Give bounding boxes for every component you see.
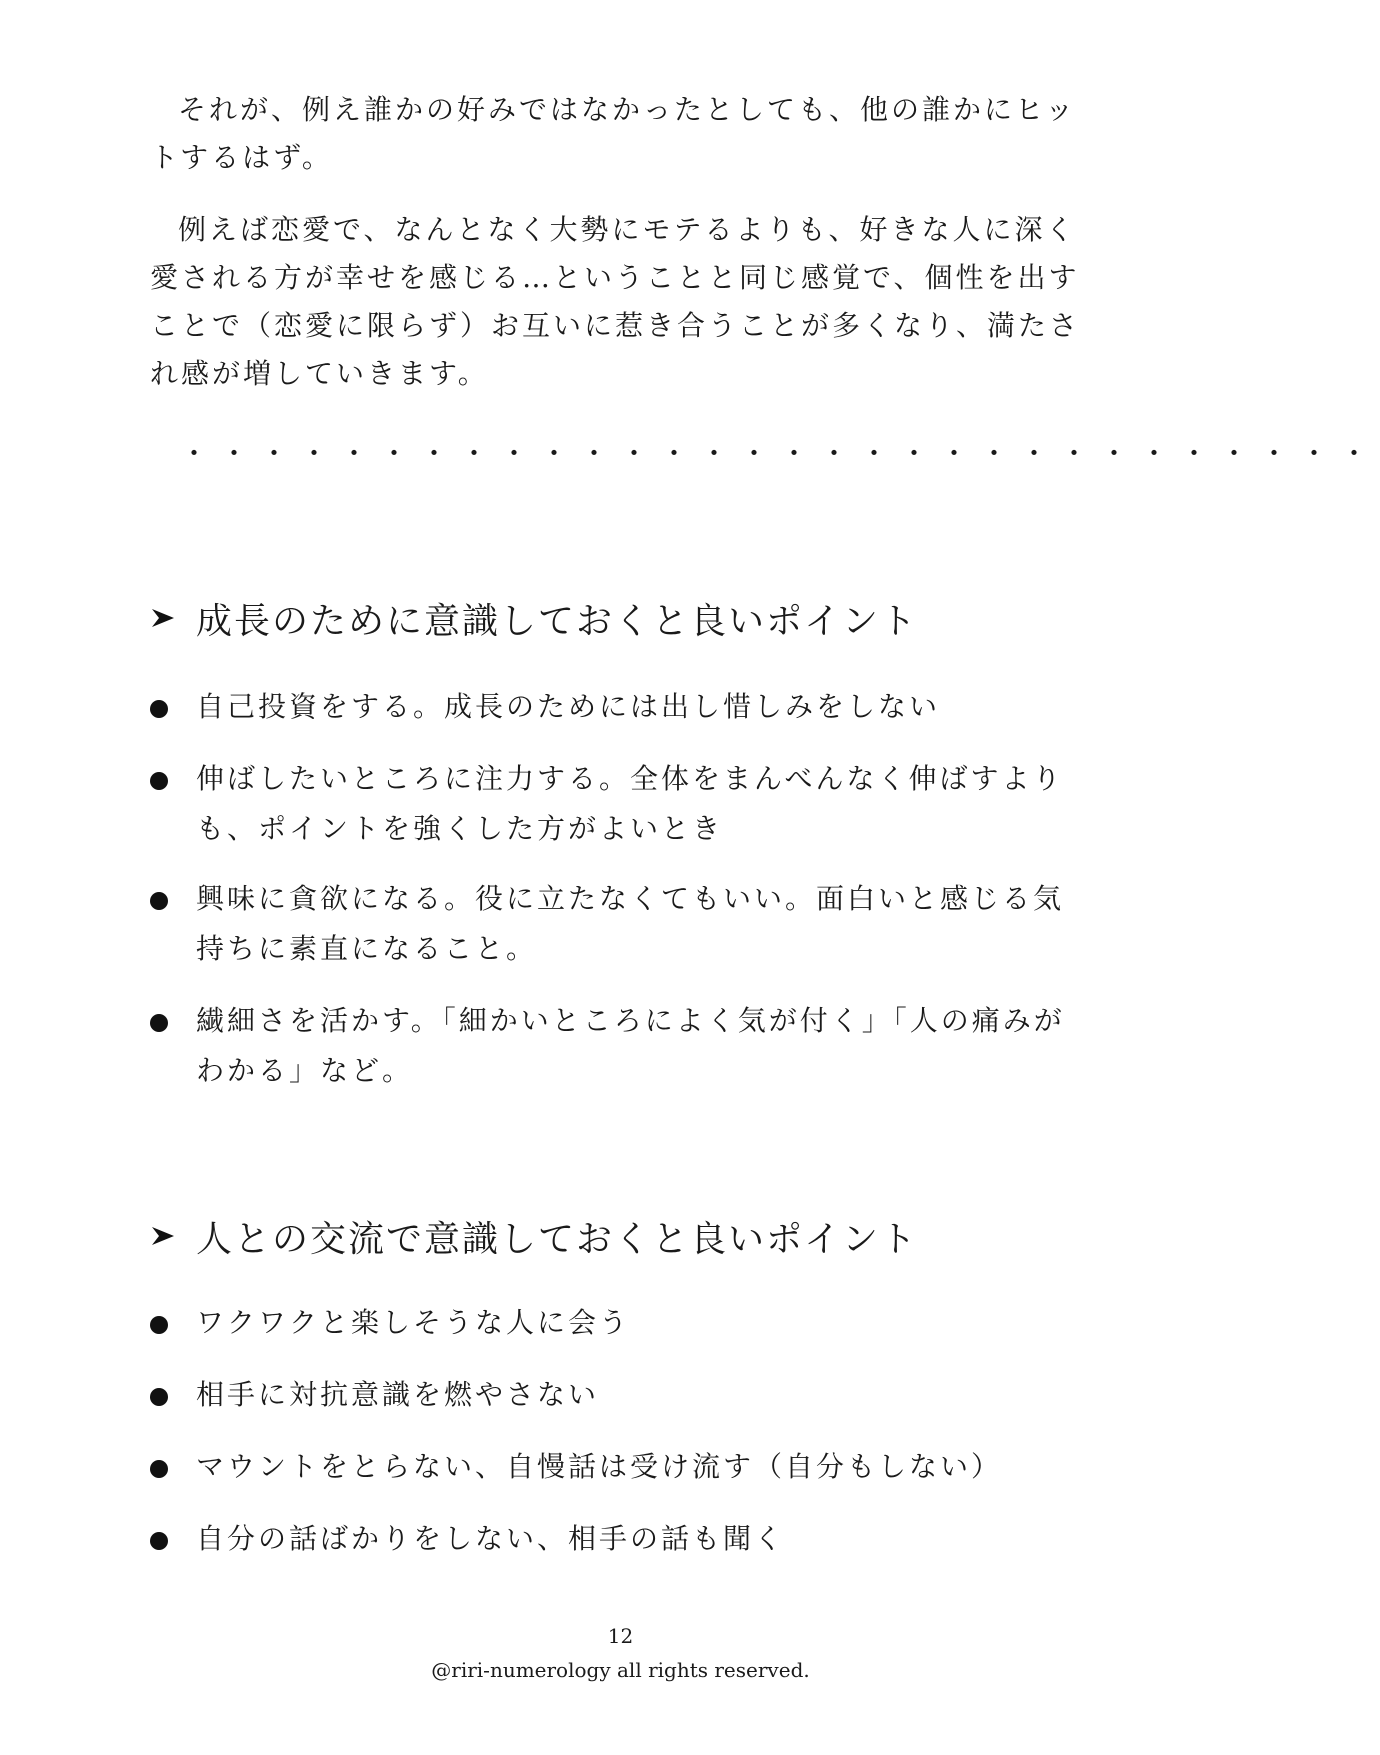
bullet-dot-icon: [150, 1388, 168, 1406]
social-section-heading: [150, 1208, 1090, 1264]
list-item-text: 相手に対抗意識を燃やさない: [196, 1378, 600, 1411]
list-item-text: 自己投資をする。成長のためには出し惜しみをしない: [196, 690, 941, 723]
growth-list-item: [150, 758, 1090, 854]
social-list-item: [150, 1302, 1090, 1348]
arrowhead-bullet-icon: [150, 607, 196, 629]
growth-section-heading: [150, 590, 1090, 646]
social-list-item: [150, 1374, 1090, 1420]
growth-list-item: [150, 878, 1090, 974]
list-item-text: 興味に貪欲になる。役に立たなくてもいい。面白いと感じる気持ちに素直になること。: [196, 882, 1065, 965]
intro-paragraph-2: 例えば恋愛で、なんとなく大勢にモテるよりも、好きな人に深く愛される方が幸せを感じる…ということと同じ感覚で、個性を出すことで（恋愛に限らず）お互いに惹き合うことが多くなり、満たされ感が増していきます。: [150, 213, 1081, 390]
list-item-text: ワクワクと楽しそうな人に会う: [196, 1306, 631, 1339]
growth-section-title: 成長のために意識しておくと良いポイント: [196, 600, 919, 642]
social-list-item: [150, 1446, 1090, 1492]
growth-list-item: [150, 1000, 1090, 1096]
social-list-item: [150, 1518, 1090, 1564]
social-section-title: 人との交流で意識しておくと良いポイント: [196, 1218, 919, 1260]
growth-list-item: [150, 686, 1090, 732]
copyright-notice: @riri-numerology all rights reserved.: [431, 1658, 810, 1682]
bullet-dot-icon: [150, 1460, 168, 1478]
bullet-dot-icon: [150, 1014, 168, 1032]
bullet-dot-icon: [150, 1532, 168, 1550]
page-number: 12: [607, 1624, 634, 1648]
bullet-dot-icon: [150, 700, 168, 718]
intro-paragraph-1: それが、例え誰かの好みではなかったとしても、他の誰かにヒットするはず。: [150, 93, 1077, 174]
bullet-dot-icon: [150, 892, 168, 910]
list-item-text: 繊細さを活かす。「細かいところによく気が付く」「人の痛みがわかる」など。: [196, 1004, 1065, 1087]
list-item-text: 自分の話ばかりをしない、相手の話も聞く: [196, 1522, 786, 1555]
arrowhead-bullet-icon: [150, 1225, 196, 1247]
list-item-text: 伸ばしたいところに注力する。全体をまんべんなく伸ばすよりも、ポイントを強くした方がよいとき: [196, 762, 1064, 845]
dotted-separator: ・・・・・・・・・・・・・・・・・・・・・・・・・・・・・・: [180, 437, 1380, 470]
list-item-text: マウントをとらない、自慢話は受け流す（自分もしない）: [196, 1450, 1003, 1483]
bullet-dot-icon: [150, 1316, 168, 1334]
bullet-dot-icon: [150, 772, 168, 790]
